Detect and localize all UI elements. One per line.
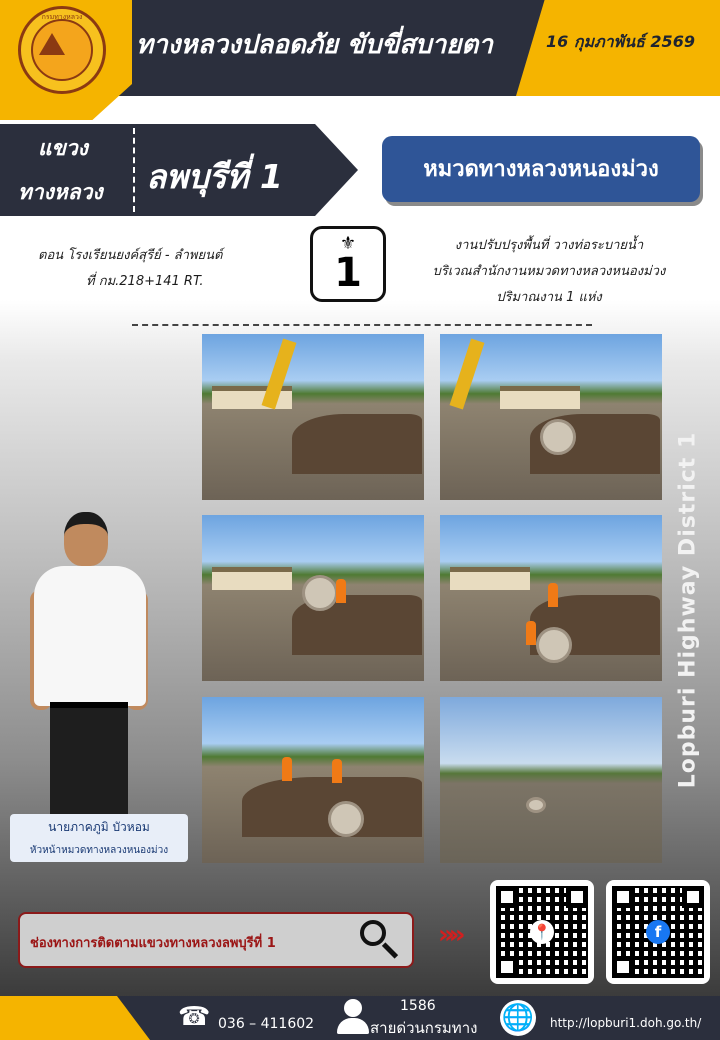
site-photo-4 (440, 515, 662, 681)
district-label-line1: แขวง (38, 136, 88, 160)
hotline-label: สายด่วนกรมทาง (370, 1019, 478, 1037)
telephone-icon: ☎ (178, 1002, 211, 1032)
route-sign (310, 226, 386, 302)
district-divider (133, 128, 135, 212)
facebook-icon: f (646, 920, 670, 944)
supervisor-position: หัวหน้าหมวดทางหลวงหนองม่วง (29, 845, 169, 856)
site-photo-2 (440, 334, 662, 500)
work-description-line2: บริเวณสำนักงานหมวดทางหลวงหนองม่วง (432, 264, 666, 279)
site-photo-1 (202, 334, 424, 500)
garuda-emblem-icon: ⚜ (339, 233, 357, 254)
site-photo-6 (440, 697, 662, 863)
site-photo-5 (202, 697, 424, 863)
work-description-line1: งานปรับปรุงพื้นที่ วางท่อระบายน้ำ (454, 238, 644, 253)
map-pin-icon: 📍 (530, 920, 554, 944)
header-title: ทางหลวงปลอดภัย ขับขี่สบายตา (136, 30, 493, 60)
double-arrow-icon: »» (438, 920, 460, 950)
globe-icon: 🌐 (501, 1003, 535, 1033)
unit-name: หมวดทางหลวงหนองม่วง (423, 157, 659, 182)
district-name: ลพบุรีที่ 1 (146, 157, 283, 196)
follow-channels-label: ช่องทางการติดตามแขวงทางหลวงลพบุรีที่ 1 (30, 936, 276, 951)
footer-phone[interactable]: 036 – 411602 (218, 1016, 315, 1032)
qr-code-map[interactable] (490, 880, 594, 984)
search-icon (360, 920, 386, 946)
supervisor-photo (28, 510, 152, 814)
location-km: ที่ กม.218+141 RT. (86, 274, 204, 289)
site-photo-3 (202, 515, 424, 681)
route-number: 1 (334, 250, 362, 296)
district-label-line2: ทางหลวง (18, 180, 103, 204)
qr-code-facebook[interactable] (606, 880, 710, 984)
avatar (64, 512, 108, 566)
side-text-label: Lopburi Highway District 1 (675, 431, 701, 789)
location-section: ตอน โรงเรียนยงค์สุรีย์ - ลำพยนต์ (38, 248, 223, 263)
dashed-divider (132, 324, 592, 326)
supervisor-name: นายภาคภูมิ บัวหอม (48, 820, 150, 834)
hotline-user-icon (344, 999, 362, 1017)
website-link[interactable]: http://lopburi1.doh.go.th/ (550, 1016, 702, 1030)
department-logo: กรมทางหลวง (18, 6, 106, 94)
work-quantity: ปริมาณงาน 1 แห่ง (496, 290, 602, 305)
header-date: 16 กุมภาพันธ์ 2569 (546, 32, 695, 51)
logo-mountain-icon (39, 33, 65, 55)
hotline-number[interactable]: 1586 (400, 998, 436, 1014)
